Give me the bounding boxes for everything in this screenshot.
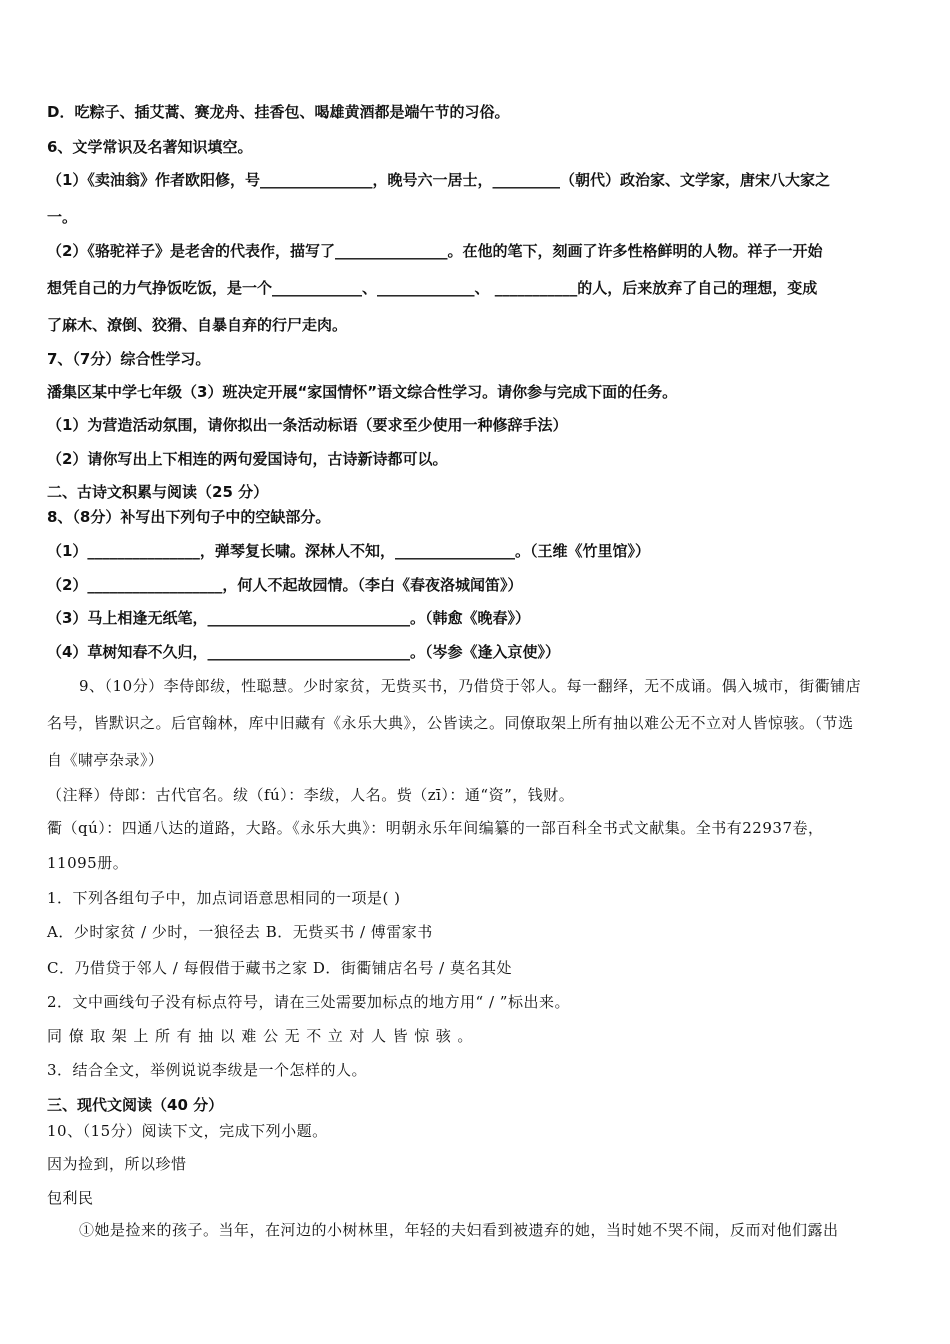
section-2-heading: 二、古诗文积累与阅读（25 分）: [47, 483, 269, 501]
question-6-part-2-end: 了麻木、潦倒、狡猾、自暴自弃的行尸走肉。: [47, 316, 348, 334]
question-9-sub-3: 3．结合全文，举例说说李绂是一个怎样的人。: [47, 1061, 368, 1079]
question-9-notes-end: 11095册。: [47, 854, 129, 872]
article-title: 因为捡到，所以珍惜: [47, 1155, 187, 1173]
question-8-item-4: （4）草树知春不久归，___________________________。（岑参《逢入京使》）: [47, 643, 560, 661]
question-10-title: 10、（15分）阅读下文，完成下列小题。: [47, 1122, 328, 1140]
question-7-intro: 潘集区某中学七年级（3）班决定开展“家国情怀”语文综合性学习。请你参与完成下面的任务。: [47, 383, 678, 401]
section-3-heading: 三、现代文阅读（40 分）: [47, 1096, 224, 1114]
question-9-sub-2-sentence: 同僚取架上所有抽以难公无不立对人皆惊骇。: [47, 1027, 480, 1045]
article-author: 包利民: [47, 1189, 94, 1207]
question-6-part-1-cont: 一。: [47, 208, 78, 226]
question-9-sub-1: 1．下列各组句子中，加点词语意思相同的一项是( ): [47, 889, 401, 907]
question-9-source: 自《啸亭杂录》）: [47, 751, 164, 769]
question-9-passage: 9、（10分）李侍郎绂，性聪慧。少时家贫，无赀买书，乃借贷于邻人。每一翻绎，无不成诵。偶入城市，街衢铺店: [79, 677, 862, 695]
question-9-notes: （注释）侍郎：古代官名。绂（fú）：李绂，人名。赀（zī）：通“资”，钱财。: [47, 786, 575, 804]
question-9-sub-2: 2．文中画线句子没有标点符号，请在三处需要加标点的地方用“ / ”标出来。: [47, 993, 570, 1011]
question-9-options-cd: C．乃借贷于邻人 / 每假借于藏书之家 D．街衢铺店名号 / 莫名其处: [47, 959, 512, 977]
question-8-title: 8、（8分）补写出下列句子中的空缺部分。: [47, 508, 331, 526]
question-9-notes-cont: 衢（qú）：四通八达的道路，大路。《永乐大典》：明朝永乐年间编纂的一部百科全书式文献集。全书有22937卷，: [47, 819, 824, 837]
question-8-item-2: （2）__________________，何人不起故园情。（李白《春夜洛城闻笛》）: [47, 576, 523, 594]
question-6-part-2-cont: 想凭自己的力气挣饭吃饭，是一个____________、_____________、 ___________的人，后来放弃了自己的理想，变成: [47, 279, 818, 297]
article-paragraph-1: ①她是捡来的孩子。当年，在河边的小树林里，年轻的夫妇看到被遗弃的她，当时她不哭不闹，反而对他们露出: [79, 1221, 839, 1239]
question-8-item-3: （3）马上相逢无纸笔，___________________________。（韩愈《晚春》）: [47, 609, 530, 627]
question-7-title: 7、（7分）综合性学习。: [47, 350, 211, 368]
question-7-part-2: （2）请你写出上下相连的两句爱国诗句，古诗新诗都可以。: [47, 450, 448, 468]
option-d: D．吃粽子、插艾蒿、赛龙舟、挂香包、喝雄黄酒都是端午节的习俗。: [47, 103, 510, 121]
question-8-item-1: （1）_______________，弹琴复长啸。深林人不知，________________。（王维《竹里馆》）: [47, 542, 650, 560]
question-7-part-1: （1）为营造活动氛围，请你拟出一条活动标语（要求至少使用一种修辞手法）: [47, 416, 568, 434]
question-9-options-ab: A．少时家贫 / 少时，一狼径去 B．无赀买书 / 傅雷家书: [47, 923, 433, 941]
question-6-part-1: （1）《卖油翁》作者欧阳修，号_______________，晚号六一居士，_________（朝代）政治家、文学家，唐宋八大家之: [47, 171, 830, 189]
question-6-part-2: （2）《骆驼祥子》是老舍的代表作，描写了_______________。在他的笔下，刻画了许多性格鲜明的人物。祥子一开始: [47, 242, 823, 260]
question-6-title: 6、文学常识及名著知识填空。: [47, 138, 253, 156]
question-9-passage-cont: 名号，皆默识之。后官翰林，库中旧藏有《永乐大典》，公皆读之。同僚取架上所有抽以难公无不立对人皆惊骇。（节选: [47, 714, 854, 732]
